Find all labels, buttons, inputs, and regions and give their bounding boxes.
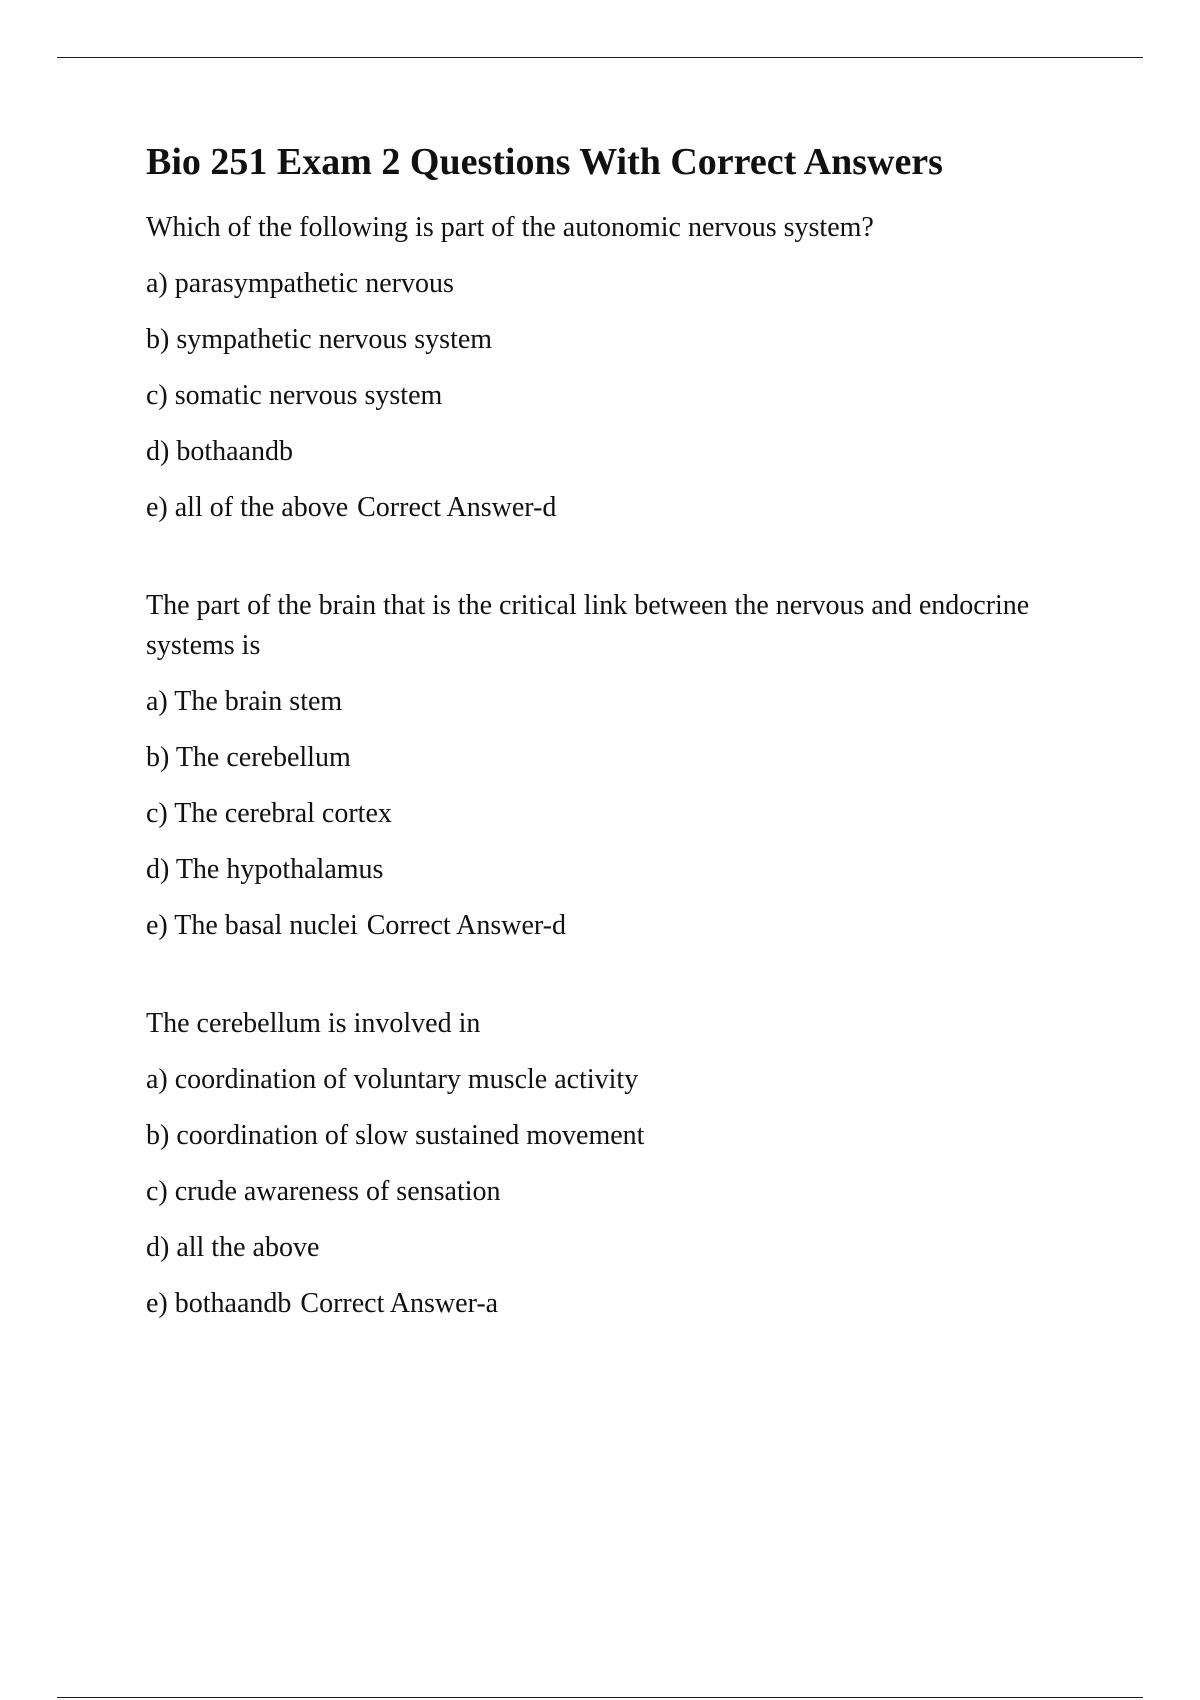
question-1 <box>146 208 1066 528</box>
header-rule <box>57 57 1143 58</box>
option-b: b) The cerebellum <box>146 741 351 773</box>
option-d: d) The hypothalamus <box>146 853 384 885</box>
question-text: Which of the following is part of the autonomic nervous system? <box>146 211 874 243</box>
footer-rule <box>57 1697 1143 1698</box>
question-text: The part of the brain that is the critical link between the nervous and endocrine systems is <box>146 589 1030 661</box>
option-b: b) coordination of slow sustained movement <box>146 1119 645 1151</box>
correct-answer: Correct Answer-d <box>366 909 567 941</box>
question-2 <box>146 586 1066 946</box>
option-b: b) sympathetic nervous system <box>146 323 493 355</box>
option-e <box>146 906 1066 946</box>
correct-answer: Correct Answer-d <box>357 491 557 523</box>
option-c: c) The cerebral cortex <box>146 797 392 829</box>
option-e-text: e) all of the above <box>146 491 349 523</box>
option-a: a) coordination of voluntary muscle activity <box>146 1063 639 1095</box>
question-3 <box>146 1004 1066 1324</box>
correct-answer: Correct Answer-a <box>300 1287 499 1319</box>
option-e-text: e) The basal nuclei <box>146 909 358 941</box>
document-title: Bio 251 Exam 2 Questions With Correct Answers <box>146 141 943 183</box>
option-a: a) parasympathetic nervous <box>146 267 454 299</box>
option-d: d) all the above <box>146 1231 320 1263</box>
option-c: c) crude awareness of sensation <box>146 1175 501 1207</box>
option-c: c) somatic nervous system <box>146 379 443 411</box>
option-e-text: e) bothaandb <box>146 1287 292 1319</box>
option-d: d) bothaandb <box>146 435 293 467</box>
option-a: a) The brain stem <box>146 685 343 717</box>
option-e <box>146 1284 1066 1324</box>
option-e <box>146 488 1066 528</box>
question-text: The cerebellum is involved in <box>146 1007 481 1039</box>
document-body <box>146 140 1066 1382</box>
